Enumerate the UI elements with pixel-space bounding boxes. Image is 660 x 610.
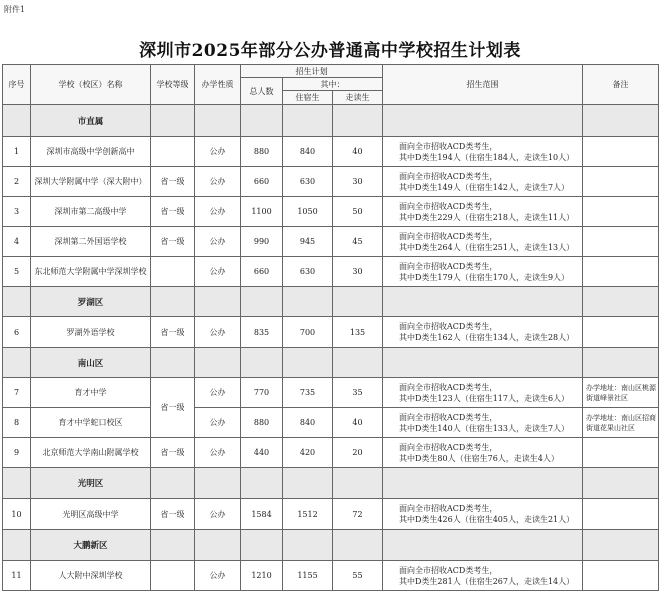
row-no: 10: [3, 499, 31, 530]
enrollment-table: [2, 64, 659, 591]
school-level: 省一级: [151, 378, 195, 438]
scope-line-2: 其中D类生149人（住宿生142人，走读生7人）: [399, 182, 570, 192]
table-row: [3, 167, 659, 197]
table-row: [3, 257, 659, 287]
enrollment-scope: [383, 378, 583, 408]
row-no: 4: [3, 227, 31, 257]
header-total: 总人数: [241, 78, 283, 105]
school-level: 省一级: [151, 499, 195, 530]
header-remark: 备注: [583, 65, 659, 105]
scope-line-2: 其中D类生140人（住宿生133人，走读生7人）: [399, 423, 570, 433]
table-row: [3, 408, 659, 438]
day-count: 45: [333, 227, 383, 257]
total-count: 1210: [241, 561, 283, 591]
remark: [583, 167, 659, 197]
scope-line-2: 其中D类生123人（住宿生117人，走读生6人）: [399, 393, 570, 403]
boarding-count: 1155: [283, 561, 333, 591]
enrollment-scope: [383, 438, 583, 468]
enrollment-scope: [383, 408, 583, 438]
school-level: 省一级: [151, 167, 195, 197]
school-level: 省一级: [151, 317, 195, 348]
section-row: [3, 287, 659, 317]
row-no: 7: [3, 378, 31, 408]
header-among: 其中：: [283, 78, 383, 91]
school-nature: 公办: [195, 197, 241, 227]
boarding-count: 630: [283, 167, 333, 197]
total-count: 1100: [241, 197, 283, 227]
enrollment-scope: [383, 197, 583, 227]
scope-line-1: 面向全市招收ACD类考生，: [399, 412, 498, 422]
enrollment-scope: [383, 257, 583, 287]
school-name: 育才中学蛇口校区: [31, 408, 151, 438]
header-day: 走读生: [333, 91, 383, 105]
school-name: 深圳市第二高级中学: [31, 197, 151, 227]
enrollment-scope: [383, 561, 583, 591]
total-count: 1584: [241, 499, 283, 530]
school-nature: 公办: [195, 561, 241, 591]
row-no: 8: [3, 408, 31, 438]
school-nature: 公办: [195, 317, 241, 348]
total-count: 835: [241, 317, 283, 348]
school-name: 人大附中深圳学校: [31, 561, 151, 591]
boarding-count: 700: [283, 317, 333, 348]
day-count: 30: [333, 167, 383, 197]
table-row: [3, 197, 659, 227]
total-count: 880: [241, 408, 283, 438]
remark: [583, 227, 659, 257]
school-level: [151, 137, 195, 167]
row-no: 6: [3, 317, 31, 348]
school-name: 罗湖外语学校: [31, 317, 151, 348]
table-row: [3, 227, 659, 257]
enrollment-scope: [383, 137, 583, 167]
boarding-count: 1050: [283, 197, 333, 227]
school-nature: 公办: [195, 499, 241, 530]
header-level: 学校等级: [151, 65, 195, 105]
day-count: 35: [333, 378, 383, 408]
school-nature: 公办: [195, 438, 241, 468]
school-name: 光明区高级中学: [31, 499, 151, 530]
row-no: 3: [3, 197, 31, 227]
section-title: 光明区: [31, 468, 151, 499]
section-row: [3, 105, 659, 137]
scope-line-2: 其中D类生179人（住宿生170人，走读生9人）: [399, 272, 570, 282]
day-count: 40: [333, 408, 383, 438]
scope-line-2: 其中D类生194人（住宿生184人，走读生10人）: [399, 152, 575, 162]
remark: [583, 438, 659, 468]
scope-line-2: 其中D类生264人（住宿生251人，走读生13人）: [399, 242, 575, 252]
boarding-count: 840: [283, 408, 333, 438]
section-title: 南山区: [31, 348, 151, 378]
school-name: 东北师范大学附属中学深圳学校: [31, 257, 151, 287]
remark: [583, 137, 659, 167]
remark: [583, 257, 659, 287]
scope-line-2: 其中D类生229人（住宿生218人，走读生11人）: [399, 212, 575, 222]
total-count: 990: [241, 227, 283, 257]
section-row: [3, 348, 659, 378]
scope-line-1: 面向全市招收ACD类考生，: [399, 201, 498, 211]
section-title: 罗湖区: [31, 287, 151, 317]
enrollment-scope: [383, 499, 583, 530]
remark: 办学地址：南山区招商街道花果山社区: [583, 408, 659, 438]
day-count: 55: [333, 561, 383, 591]
scope-line-2: 其中D类生162人（住宿生134人，走读生28人）: [399, 333, 575, 342]
remark: [583, 499, 659, 530]
school-nature: 公办: [195, 167, 241, 197]
scope-line-1: 面向全市招收ACD类考生，: [399, 231, 498, 241]
scope-line-1: 面向全市招收ACD类考生，: [399, 171, 498, 181]
enrollment-scope: [383, 227, 583, 257]
scope-line-1: 面向全市招收ACD类考生，: [399, 382, 498, 392]
scope-line-1: 面向全市招收ACD类考生，: [399, 322, 498, 331]
table-row: [3, 438, 659, 468]
total-count: 880: [241, 137, 283, 167]
school-level: [151, 257, 195, 287]
remark: 办学地址：南山区桃源街道峰景社区: [583, 378, 659, 408]
remark: [583, 561, 659, 591]
school-name: 深圳市高级中学创新高中: [31, 137, 151, 167]
scope-line-1: 面向全市招收ACD类考生，: [399, 261, 498, 271]
school-level: 省一级: [151, 197, 195, 227]
school-level: 省一级: [151, 227, 195, 257]
boarding-count: 630: [283, 257, 333, 287]
scope-line-1: 面向全市招收ACD类考生，: [399, 504, 498, 513]
school-nature: 公办: [195, 408, 241, 438]
row-no: 2: [3, 167, 31, 197]
school-name: 深圳大学附属中学（深大附中）: [31, 167, 151, 197]
boarding-count: 420: [283, 438, 333, 468]
enrollment-scope: [383, 317, 583, 348]
table-row: [3, 561, 659, 591]
total-count: 660: [241, 167, 283, 197]
page-title: 深圳市2025年部分公办普通高中学校招生计划表: [139, 41, 521, 61]
day-count: 20: [333, 438, 383, 468]
row-no: 1: [3, 137, 31, 167]
remark: [583, 197, 659, 227]
section-row: [3, 468, 659, 499]
school-name: 深圳第二外国语学校: [31, 227, 151, 257]
day-count: 40: [333, 137, 383, 167]
school-nature: 公办: [195, 227, 241, 257]
header-board: 住宿生: [283, 91, 333, 105]
scope-line-2: 其中D类生80人（住宿生76人，走读生4人）: [399, 453, 559, 463]
section-title: 大鹏新区: [31, 530, 151, 561]
attachment-label: 附件1: [4, 5, 26, 14]
header-no: 序号: [3, 65, 31, 105]
table-row: [3, 499, 659, 530]
table-row: [3, 317, 659, 348]
school-nature: 公办: [195, 257, 241, 287]
boarding-count: 1512: [283, 499, 333, 530]
header-school: 学校（校区）名称: [31, 65, 151, 105]
boarding-count: 735: [283, 378, 333, 408]
day-count: 50: [333, 197, 383, 227]
school-nature: 公办: [195, 137, 241, 167]
section-title: 市直属: [31, 105, 151, 137]
scope-line-1: 面向全市招收ACD类考生，: [399, 565, 498, 575]
section-row: [3, 530, 659, 561]
boarding-count: 840: [283, 137, 333, 167]
day-count: 30: [333, 257, 383, 287]
header-nature: 办学性质: [195, 65, 241, 105]
scope-line-2: 其中D类生426人（住宿生405人，走读生21人）: [399, 515, 575, 524]
total-count: 660: [241, 257, 283, 287]
header-plan: 招生计划: [241, 65, 383, 78]
total-count: 770: [241, 378, 283, 408]
day-count: 135: [333, 317, 383, 348]
row-no: 11: [3, 561, 31, 591]
row-no: 5: [3, 257, 31, 287]
header-scope: 招生范围: [383, 65, 583, 105]
table-row: [3, 137, 659, 167]
scope-line-1: 面向全市招收ACD类考生，: [399, 141, 498, 151]
boarding-count: 945: [283, 227, 333, 257]
remark: [583, 317, 659, 348]
school-level: 省一级: [151, 438, 195, 468]
row-no: 9: [3, 438, 31, 468]
scope-line-2: 其中D类生281人（住宿生267人，走读生14人）: [399, 576, 575, 586]
table-row: [3, 378, 659, 408]
school-nature: 公办: [195, 378, 241, 408]
scope-line-1: 面向全市招收ACD类考生，: [399, 442, 498, 452]
total-count: 440: [241, 438, 283, 468]
school-name: 北京师范大学南山附属学校: [31, 438, 151, 468]
day-count: 72: [333, 499, 383, 530]
school-level: [151, 561, 195, 591]
school-name: 育才中学: [31, 378, 151, 408]
enrollment-scope: [383, 167, 583, 197]
